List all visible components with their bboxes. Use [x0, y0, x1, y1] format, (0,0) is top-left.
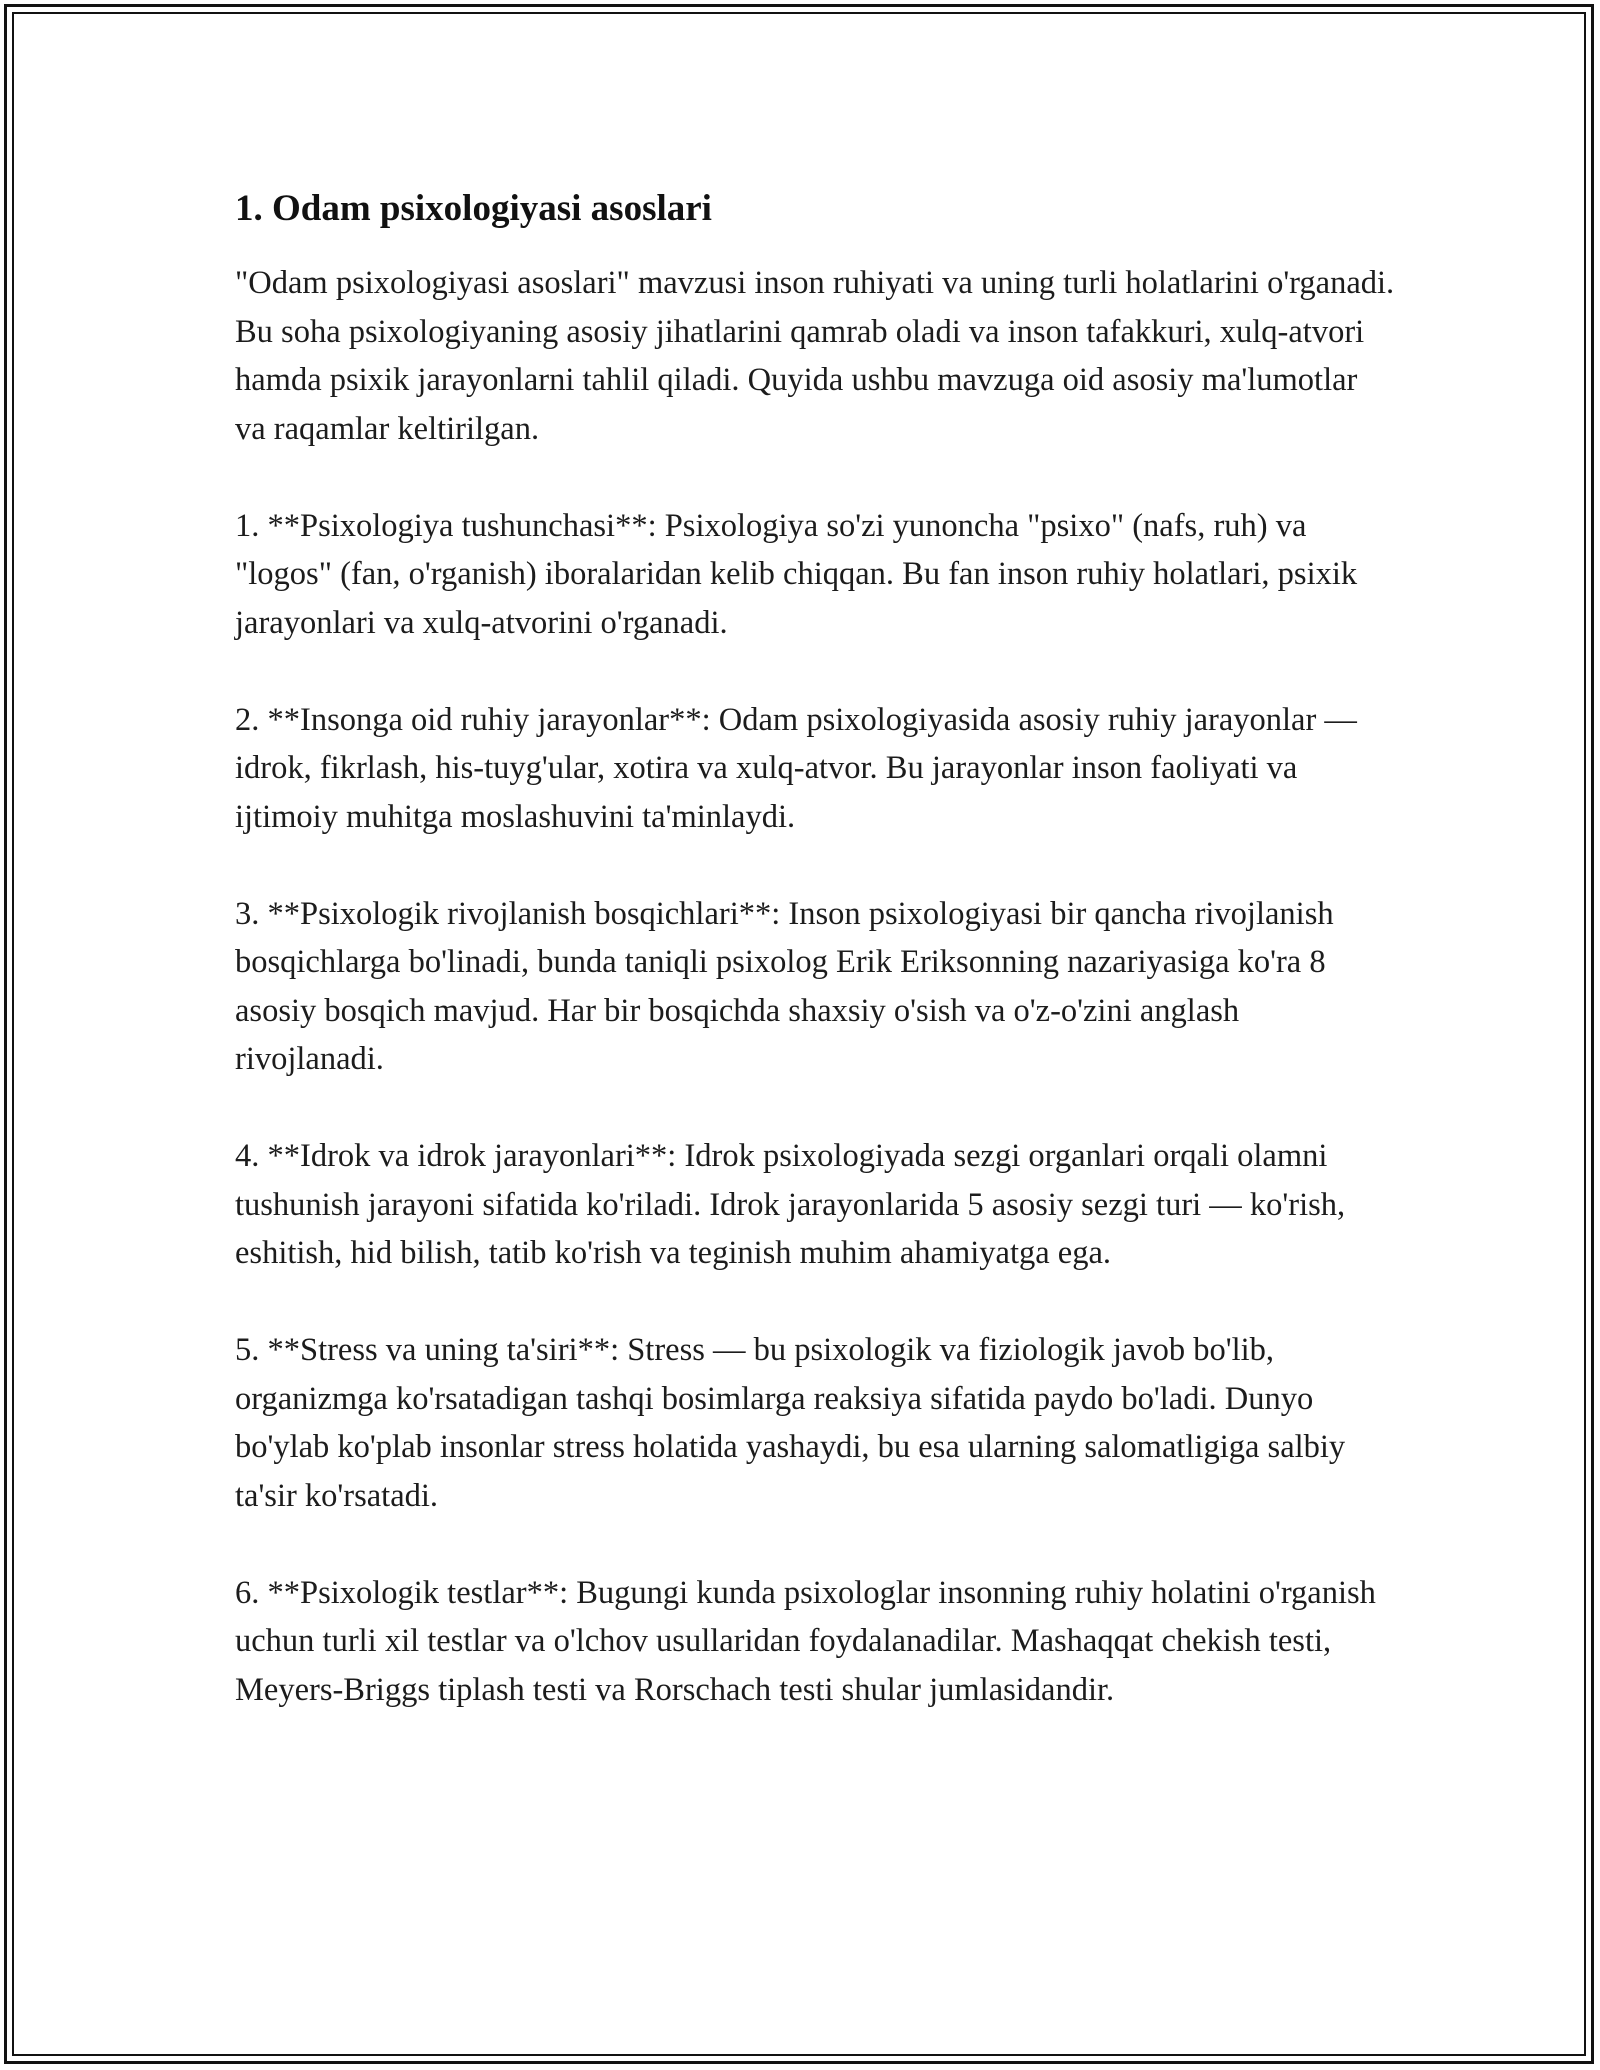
- list-item-psychological-tests: 6. **Psixologik testlar**: Bugungi kunda psixologlar insonning ruhiy holatini o'rganish uchun turli xil testlar va o'lchov usullaridan foydalanadilar. Mashaqqat chekish testi, Meyers-Briggs tiplash testi va Rorschach testi shular jumlasidandir.: [235, 1574, 1376, 1708]
- list-item-perception: 4. **Idrok va idrok jarayonlari**: Idrok psixologiyada sezgi organlari orqali olamni tushunish jarayoni sifatida ko'riladi. Idrok jarayonlarida 5 asosiy sezgi turi — ko'rish, eshitish, hid bilish, tatib ko'rish va teginish muhim ahamiyatga ega.: [235, 1138, 1346, 1271]
- list-item-stress: 5. **Stress va uning ta'siri**: Stress — bu psixologik va fiziologik javob bo'lib, organizmga ko'rsatadigan tashqi bosimlarga reaksiya sifatida paydo bo'ladi. Dunyo bo'ylab ko'plab insonlar stress holatida yashaydi, bu esa ularning salomatligiga salbiy ta'sir ko'rsatadi.: [235, 1332, 1346, 1514]
- list-item-mental-processes: 2. **Insonga oid ruhiy jarayonlar**: Odam psixologiyasida asosiy ruhiy jarayonlar — idrok, fikrlash, his-tuyg'ular, xotira va xulq-atvor. Bu jarayonlar inson faoliyati va ijtimoiy muhitga moslashuvini ta'minlaydi.: [235, 701, 1357, 835]
- intro-paragraph: "Odam psixologiyasi asoslari" mavzusi inson ruhiyati va uning turli holatlarini o'rganadi. Bu soha psixologiyaning asosiy jihatlarini qamrab oladi va inson tafakkuri, xulq-atvori hamda psixik jarayonlarni tahlil qiladi. Quyida ushbu mavzuga oid asosiy ma'lumotlar va raqamlar keltirilgan.: [235, 265, 1395, 447]
- document-body: [235, 185, 1395, 1763]
- document-heading: 1. Odam psixologiyasi asoslari: [235, 188, 712, 229]
- list-item-psychology-concept: 1. **Psixologiya tushunchasi**: Psixologiya so'zi yunoncha "psixo" (nafs, ruh) va "logos" (fan, o'rganish) iboralaridan kelib chiqqan. Bu fan inson ruhiy holatlari, psixik jarayonlari va xulq-atvorini o'rganadi.: [235, 507, 1358, 641]
- list-item-development-stages: 3. **Psixologik rivojlanish bosqichlari**: Inson psixologiyasi bir qancha rivojlanish bosqichlarga bo'linadi, bunda taniqli psixolog Erik Eriksonning nazariyasiga ko'ra 8 asosiy bosqich mavjud. Har bir bosqichda shaxsiy o'sish va o'z-o'zini anglash rivojlanadi.: [235, 895, 1334, 1077]
